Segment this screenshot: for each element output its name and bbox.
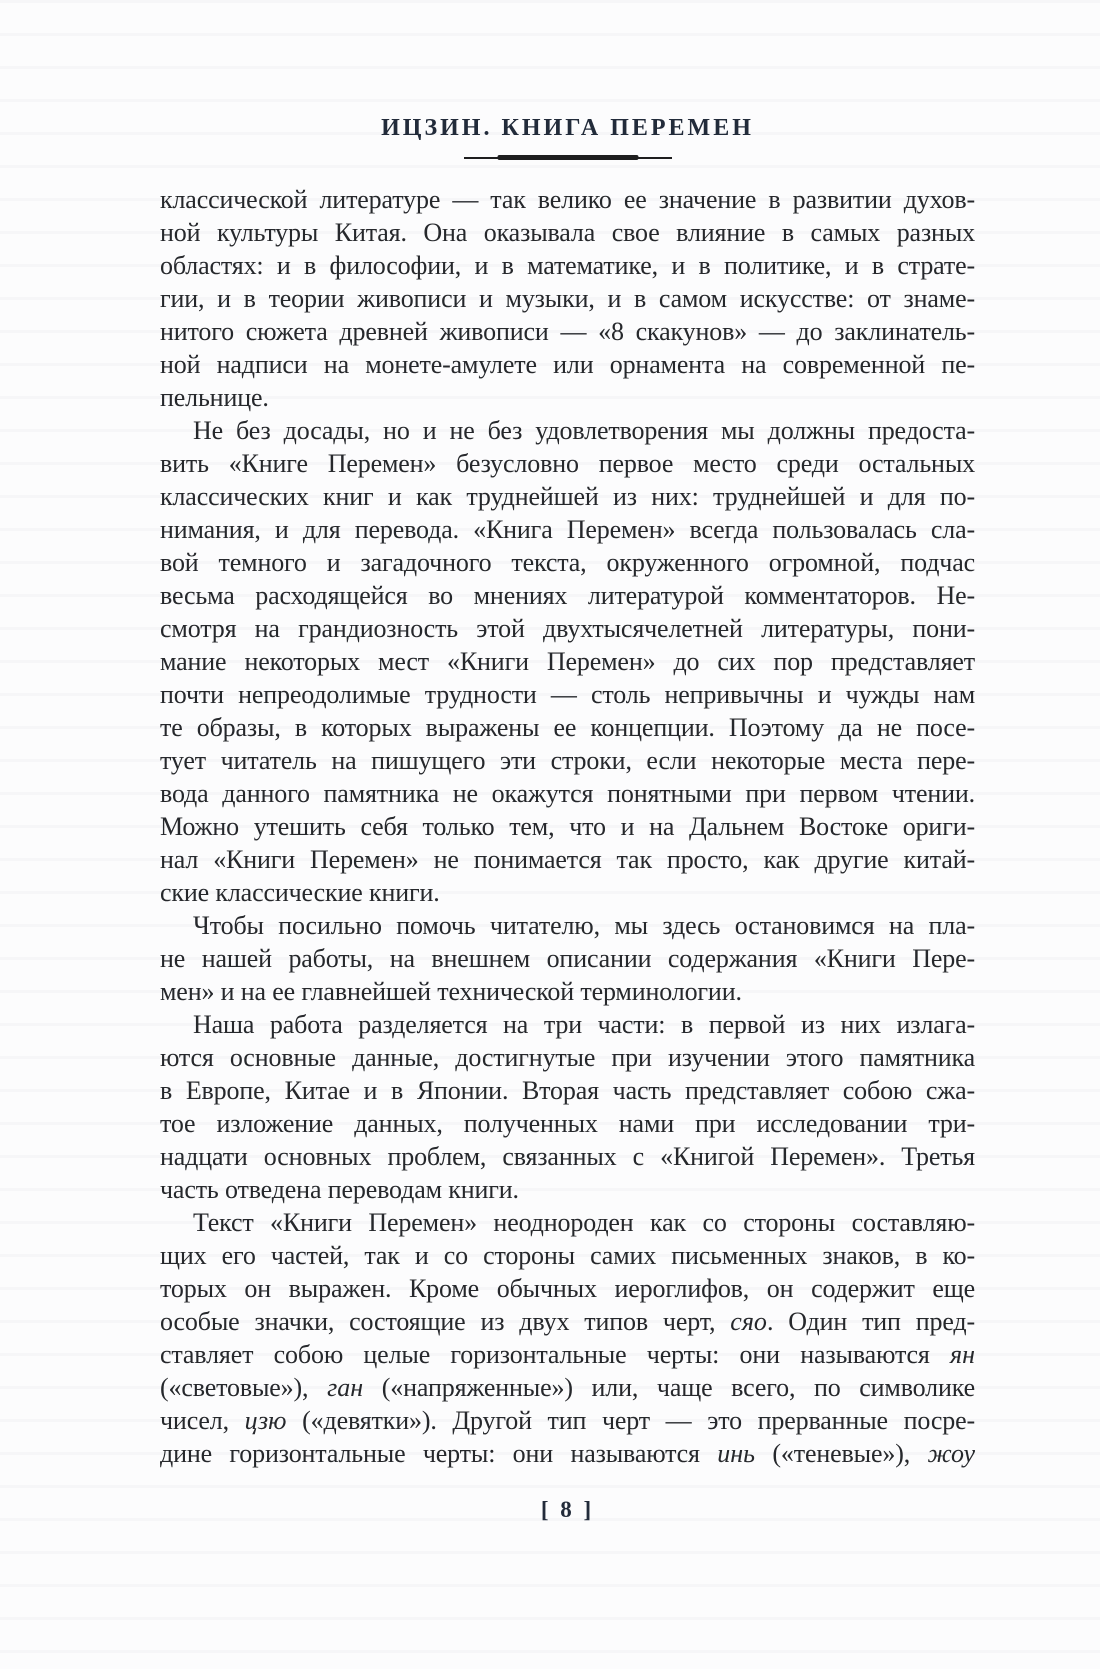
text-line: гии, и в теории живописи и музыки, и в самом искусстве: от знаме- xyxy=(160,284,975,313)
text-line: тое изложение данных, полученных нами при исследовании три- xyxy=(160,1109,975,1138)
italic-term: сяо xyxy=(730,1307,767,1336)
text-line: Текст «Книги Перемен» неоднороден как со стороны составляю- xyxy=(193,1208,975,1237)
text-line: не нашей работы, на внешнем описании содержания «Книги Пере- xyxy=(160,944,975,973)
page-footer xyxy=(160,1497,975,1523)
text-line: Чтобы посильно помочь читателю, мы здесь остановимся на пла- xyxy=(193,911,975,940)
text-line: областях: и в философии, и в математике, и в политике, и в страте- xyxy=(160,251,975,280)
page-header xyxy=(160,0,975,160)
text-line: те образы, в которых выражены ее концепции. Поэтому да не посе- xyxy=(160,713,975,742)
text-line: в Европе, Китае и в Японии. Вторая часть представляет собою сжа- xyxy=(160,1076,975,1105)
text-line: мен» и на ее главнейшей технической терминологии. xyxy=(160,977,742,1006)
text-line: вить «Книге Перемен» безусловно первое место среди остальных xyxy=(160,449,975,478)
text-line: особые значки, состоящие из двух типов черт, сяо. Один тип пред- xyxy=(160,1307,976,1336)
text-line: классической литературе — так велико ее значение в развитии духов- xyxy=(160,185,975,214)
text-line: тует читатель на пишущего эти строки, если некоторые места пере- xyxy=(160,746,975,775)
page-number: [ 8 ] xyxy=(540,1497,595,1522)
italic-term: жоу xyxy=(927,1439,976,1468)
italic-term: ган xyxy=(327,1373,364,1402)
text-line: нимания, и для перевода. «Книга Перемен» всегда пользовалась сла- xyxy=(160,515,975,544)
text-line: дине горизонтальные черты: они называются инь («теневые»), жоу xyxy=(160,1439,976,1468)
text-line: Наша работа разделяется на три части: в первой из них излага- xyxy=(193,1010,975,1039)
text-line: Не без досады, но и не без удовлетворения мы должны предоста- xyxy=(193,416,975,445)
header-rule-ornament xyxy=(464,155,672,160)
text-line: ские классические книги. xyxy=(160,878,440,907)
text-line: классических книг и как труднейшей из них: труднейшей и для по- xyxy=(160,482,975,511)
text-line: Можно утешить себя только тем, что и на Дальнем Востоке ориги- xyxy=(160,812,975,841)
text-line: нал «Книги Перемен» не понимается так просто, как другие китай- xyxy=(160,845,975,874)
text-line: нитого сюжета древней живописи — «8 скакунов» — до заклинатель- xyxy=(160,317,975,346)
text-line: пельнице. xyxy=(160,383,269,412)
text-line: ются основные данные, достигнутые при изучении этого памятника xyxy=(160,1043,975,1072)
text-line: ставляет собою целые горизонтальные черты: они называются ян xyxy=(160,1340,975,1369)
text-line: часть отведена переводам книги. xyxy=(160,1175,519,1204)
running-head-title: ИЦЗИН. КНИГА ПЕРЕМЕН xyxy=(381,115,754,141)
text-line: щих его частей, так и со стороны самих письменных знаков, в ко- xyxy=(160,1241,975,1270)
text-line: надцати основных проблем, связанных с «Книгой Перемен». Третья xyxy=(160,1142,975,1171)
text-line: вой темного и загадочного текста, окруженного огромной, подчас xyxy=(160,548,975,577)
text-line: смотря на грандиозность этой двухтысячелетней литературы, пони- xyxy=(160,614,975,643)
text-line: мание некоторых мест «Книги Перемен» до сих пор представляет xyxy=(160,647,975,676)
italic-term: ян xyxy=(950,1340,975,1369)
text-line: («световые»), ган («напряженные») или, чаще всего, по символике xyxy=(160,1373,975,1402)
italic-term: инь xyxy=(717,1439,755,1468)
italic-term: цзю xyxy=(244,1406,287,1435)
text-line: весьма расходящейся во мнениях литературой комментаторов. Не- xyxy=(160,581,975,610)
text-line: чисел, цзю («девятки»). Другой тип черт — это прерванные посре- xyxy=(160,1406,975,1435)
text-line: торых он выражен. Кроме обычных иероглифов, он содержит еще xyxy=(160,1274,975,1303)
text-line: ной надписи на монете-амулете или орнамента на современной пе- xyxy=(160,350,975,379)
body-text xyxy=(160,183,975,1470)
text-line: ной культуры Китая. Она оказывала свое влияние в самых разных xyxy=(160,218,975,247)
text-line: почти непреодолимые трудности — столь непривычны и чужды нам xyxy=(160,680,975,709)
text-line: вода данного памятника не окажутся понятными при первом чтении. xyxy=(160,779,975,808)
